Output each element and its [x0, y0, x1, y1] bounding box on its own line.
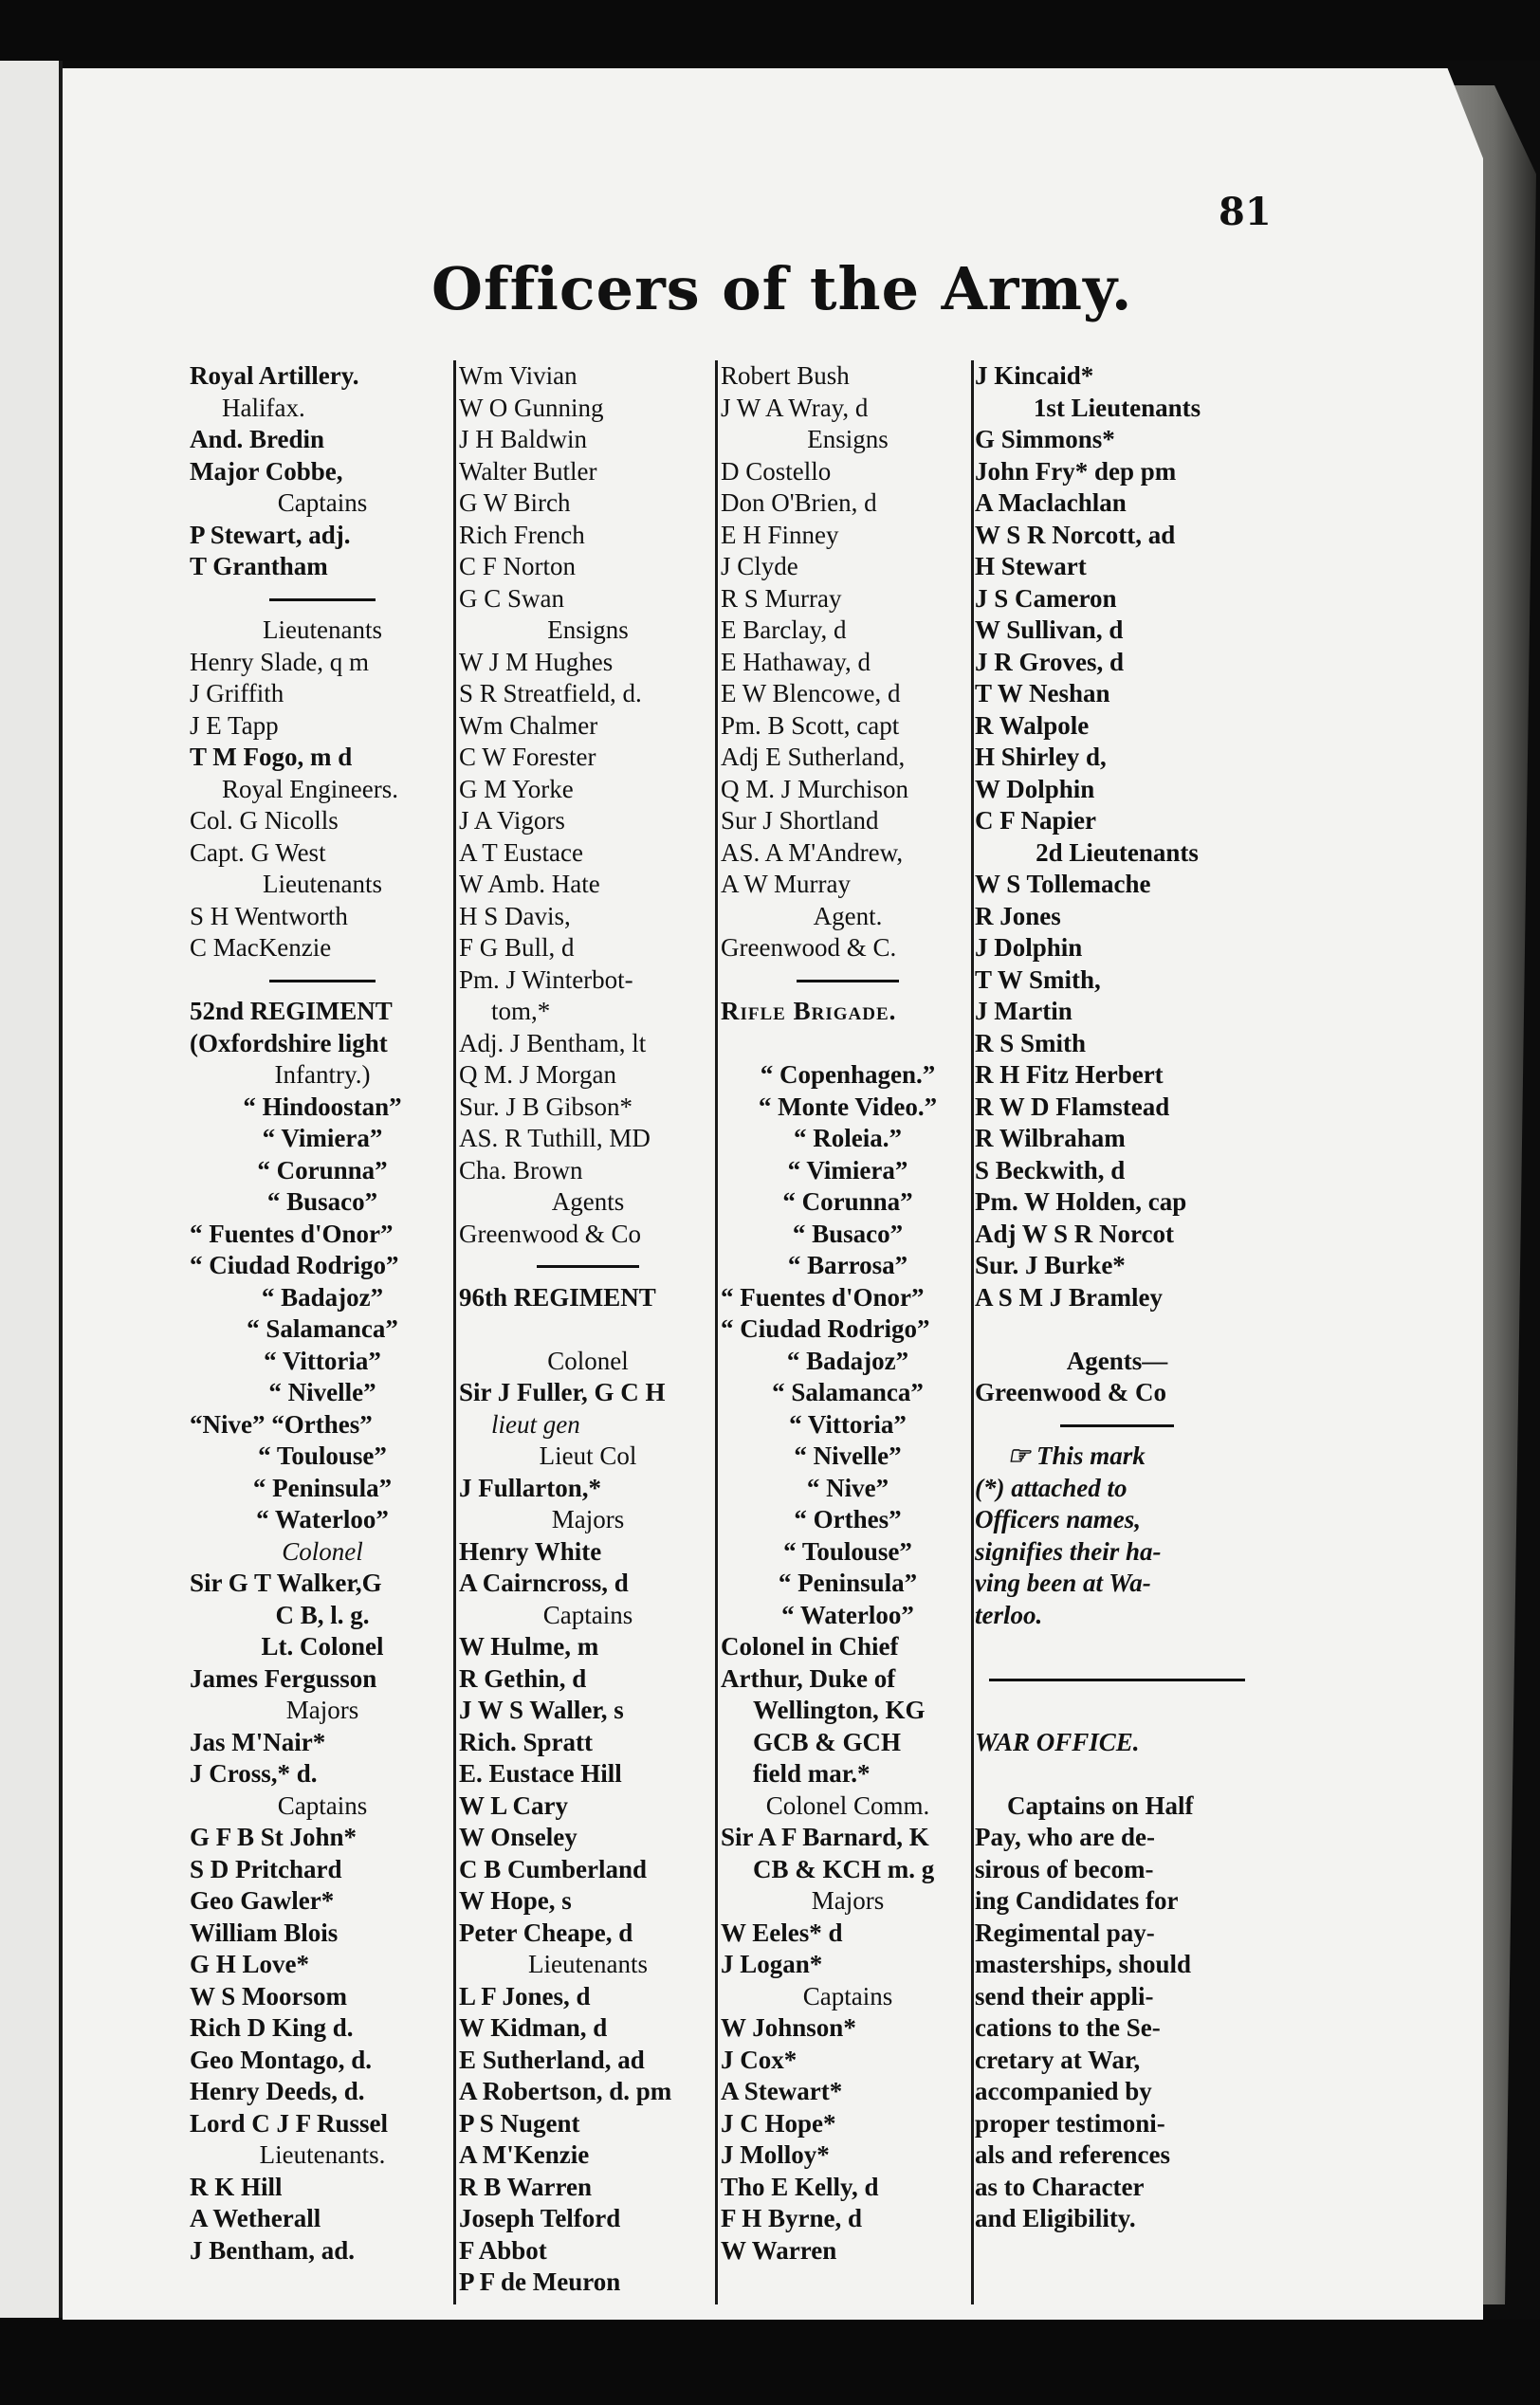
column-line: “ Barrosa” — [787, 1251, 908, 1279]
column-line: T W Neshan — [975, 679, 1110, 707]
column-line: als and references — [975, 2140, 1170, 2169]
column-line: R K Hill — [190, 2172, 283, 2201]
column-line: A W Murray — [721, 870, 851, 898]
column-line: 96th REGIMENT — [459, 1282, 656, 1312]
column-line: W Dolphin — [975, 774, 1095, 803]
column-line: C B Cumberland — [459, 1854, 648, 1883]
column-line: Majors — [285, 1696, 359, 1724]
column-line: J Kincaid* — [975, 361, 1094, 390]
column-line: A S M J Bramley — [975, 1282, 1163, 1312]
column-line: “ Toulouse” — [258, 1441, 387, 1470]
column-line: J Bentham, ad. — [190, 2235, 356, 2265]
column-line: Henry Slade, q m — [190, 647, 369, 676]
column-line: Agents — [551, 1187, 625, 1216]
column-line: Lieut Col — [539, 1441, 637, 1470]
column-line: ☞ This mark — [1007, 1441, 1146, 1470]
column-line: Geo Gawler* — [190, 1886, 335, 1915]
column-line: T W Smith, — [975, 964, 1101, 994]
column-line: Captains — [277, 1790, 368, 1820]
column-line: “ Copenhagen.” — [760, 1060, 936, 1089]
column-line: “ Hindoostan” — [243, 1092, 402, 1121]
column-line: G C Swan — [459, 583, 565, 613]
column-line: Lt. Colonel — [261, 1632, 384, 1661]
section-rule — [190, 583, 455, 615]
column-line: Wm Chalmer — [459, 710, 598, 740]
column-line: E W Blencowe, d — [721, 679, 901, 707]
column-line: Geo Montago, d. — [190, 2045, 372, 2074]
column-line: Sur J Shortland — [721, 806, 879, 835]
column-line: Lieutenants — [528, 1950, 648, 1978]
column-line: Wellington, KG — [753, 1696, 926, 1724]
column-line: Colonel Comm. — [765, 1790, 930, 1820]
column-line: Arthur, Duke of — [721, 1663, 896, 1693]
column-line: “ Corunna” — [782, 1187, 913, 1216]
column-line: Colonel — [282, 1536, 363, 1566]
column-line: Majors — [551, 1505, 625, 1533]
column-line: C F Napier — [975, 806, 1096, 835]
column-line: “ Nivelle” — [794, 1441, 902, 1470]
column-line: A Stewart* — [721, 2077, 843, 2105]
column-line: Pm. B Scott, capt — [721, 710, 900, 740]
column-line: Agents— — [1066, 1346, 1168, 1375]
column-line: tom,* — [491, 997, 551, 1025]
column-line: “ Fuentes d'Onor” — [721, 1282, 925, 1312]
column-line: CB & KCH m. g — [753, 1854, 935, 1883]
column-line: Don O'Brien, d — [721, 488, 877, 517]
column-line: “ Orthes” — [794, 1505, 902, 1533]
column-line: “ Corunna” — [257, 1155, 388, 1184]
column-line: E H Finney — [721, 520, 839, 549]
column-line: Pm. J Winterbot- — [459, 964, 633, 994]
column-line: W S Moorsom — [190, 1981, 347, 2010]
column-line: Jas M'Nair* — [190, 1727, 326, 1756]
column-line: William Blois — [190, 1918, 339, 1947]
column-line: “Nive” “Orthes” — [190, 1409, 373, 1439]
column-line: W Amb. Hate — [459, 870, 600, 898]
section-rule — [721, 964, 975, 997]
column-line: Ensigns — [547, 615, 629, 644]
column-line: W Onseley — [459, 1823, 578, 1851]
column-line: Pm. W Holden, cap — [975, 1187, 1187, 1216]
column-line: A Cairncross, d — [459, 1569, 629, 1597]
column-line: C W Forester — [459, 743, 596, 771]
column-line: Colonel — [547, 1346, 629, 1375]
column-line: Ensigns — [807, 425, 889, 453]
column-line: G H Love* — [190, 1950, 309, 1978]
column-line: J Molloy* — [721, 2140, 830, 2169]
column-line: “ Badajoz” — [261, 1282, 384, 1312]
column-line: proper testimoni- — [975, 2108, 1165, 2138]
column-line: “ Salamanca” — [247, 1314, 398, 1343]
column-line: W Sullivan, d — [975, 615, 1124, 644]
page-number: 81 — [1219, 190, 1272, 234]
column-line: “ Ciudad Rodrigo” — [190, 1251, 399, 1279]
column-line: GCB & GCH — [753, 1727, 902, 1756]
column-line: W O Gunning — [459, 393, 604, 422]
column-line: H Stewart — [975, 552, 1087, 580]
column-line: J S Cameron — [975, 583, 1117, 613]
column-line: C F Norton — [459, 552, 577, 580]
column-line: S Beckwith, d — [975, 1155, 1126, 1184]
column-line: Capt. G West — [190, 837, 326, 867]
column-line: C B, l. g. — [275, 1600, 370, 1629]
column-line: Captains on Half — [1007, 1790, 1194, 1820]
column-line: “ Toulouse” — [783, 1536, 912, 1566]
column-line: S R Streatfield, d. — [459, 679, 642, 707]
column-line: send their appli- — [975, 1981, 1154, 2010]
column-line: signifies their ha- — [975, 1536, 1162, 1566]
column-line: R Jones — [975, 901, 1061, 930]
column-line: P F de Meuron — [459, 2267, 621, 2296]
column-line: WAR OFFICE. — [975, 1727, 1140, 1756]
column-line: G F B St John* — [190, 1823, 358, 1851]
column-line: T M Fogo, m d — [190, 743, 353, 771]
column-line: Henry White — [459, 1536, 602, 1566]
column-line: Rich French — [459, 520, 585, 549]
column-line: F Abbot — [459, 2235, 547, 2265]
column-line: “ Ciudad Rodrigo” — [721, 1314, 930, 1343]
column-line: Lord C J F Russel — [190, 2108, 389, 2138]
column-line: accompanied by — [975, 2077, 1152, 2105]
column-line: Sur. J Burke* — [975, 1251, 1126, 1279]
column-line: Royal Engineers. — [222, 774, 398, 803]
column-line: Q M. J Morgan — [459, 1060, 617, 1089]
column-line: J Cox* — [721, 2045, 798, 2074]
column-3 — [721, 360, 975, 2267]
column-line: A Maclachlan — [975, 488, 1127, 517]
column-line: L F Jones, d — [459, 1981, 591, 2010]
column-line: R S Smith — [975, 1028, 1087, 1057]
column-line: “ Salamanca” — [772, 1378, 924, 1406]
column-line: Greenwood & Co — [459, 1219, 641, 1248]
column-line: “ Waterloo” — [781, 1600, 914, 1629]
column-line: J Logan* — [721, 1950, 823, 1978]
column-line: “ Nive” — [806, 1473, 889, 1502]
column-line: Greenwood & C. — [721, 933, 897, 962]
column-line: Adj E Sutherland, — [721, 743, 906, 771]
column-line: Captains — [542, 1600, 633, 1629]
column-line: Adj W S R Norcot — [975, 1219, 1175, 1248]
scan-border-top — [0, 0, 1540, 61]
column-line: as to Character — [975, 2172, 1145, 2201]
column-line: S D Pritchard — [190, 1854, 342, 1883]
column-line: Halifax. — [222, 393, 305, 422]
column-line: Greenwood & Co — [975, 1378, 1166, 1406]
column-line: Infantry.) — [274, 1060, 371, 1089]
column-line: A Wetherall — [190, 2204, 321, 2232]
column-line: Major Cobbe, — [190, 456, 343, 486]
column-line: Captains — [277, 488, 368, 517]
column-line: J Dolphin — [975, 933, 1083, 962]
column-line: “ Nivelle” — [268, 1378, 376, 1406]
column-line: J Martin — [975, 997, 1072, 1025]
column-line: G M Yorke — [459, 774, 574, 803]
column-line: H Shirley d, — [975, 743, 1107, 771]
column-line: E Hathaway, d — [721, 647, 871, 676]
column-line: J W A Wray, d — [721, 393, 869, 422]
column-line: R S Murray — [721, 583, 842, 613]
column-line: W S Tollemache — [975, 870, 1151, 898]
column-line — [721, 1028, 975, 1060]
column-line: Officers names, — [975, 1505, 1141, 1533]
column-line: James Fergusson — [190, 1663, 377, 1693]
column-line: R H Fitz Herbert — [975, 1060, 1164, 1089]
column-line: And. Bredin — [190, 425, 325, 453]
column-line: A T Eustace — [459, 837, 583, 867]
column-line: Robert Bush — [721, 361, 850, 390]
column-line: Rich D King d. — [190, 2013, 354, 2042]
column-line: A Robertson, d. pm — [459, 2077, 672, 2105]
column-line: E Barclay, d — [721, 615, 847, 644]
column-line: 52nd REGIMENT — [190, 997, 393, 1025]
column-line: Captains — [802, 1981, 893, 2010]
section-rule — [190, 964, 455, 997]
column-line: “ Vimiera” — [262, 1124, 383, 1152]
column-line: “ Busaco” — [266, 1187, 378, 1216]
column-line: field mar.* — [753, 1759, 871, 1788]
column-line: R Gethin, d — [459, 1663, 587, 1693]
column-line: R B Warren — [459, 2172, 593, 2201]
column-line: Lieutenants — [263, 615, 382, 644]
column-line: W Eeles* d — [721, 1918, 843, 1947]
column-line: R Walpole — [975, 710, 1090, 740]
column-2 — [459, 360, 717, 2299]
column-line: “ Vittoria” — [789, 1409, 907, 1439]
column-line: T Grantham — [190, 552, 328, 580]
column-line: “ Busaco” — [792, 1219, 904, 1248]
column-line: W Kidman, d — [459, 2013, 608, 2042]
column-line: Peter Cheape, d — [459, 1918, 633, 1947]
facing-page-edge — [0, 61, 63, 2318]
column-line: 1st Lieutenants — [1033, 393, 1201, 422]
column-line: E Sutherland, ad — [459, 2045, 645, 2074]
column-line: Wm Vivian — [459, 361, 578, 390]
column-line: W S R Norcott, ad — [975, 520, 1176, 549]
column-line: Q M. J Murchison — [721, 774, 909, 803]
column-line: P Stewart, adj. — [190, 520, 351, 549]
column-line: Lieutenants. — [259, 2140, 386, 2169]
column-line: “ Fuentes d'Onor” — [190, 1219, 394, 1248]
column-line: “ Monte Video.” — [758, 1092, 938, 1121]
column-line: Sur. J B Gibson* — [459, 1092, 633, 1121]
column-line: W Johnson* — [721, 2013, 856, 2042]
column-line: masterships, should — [975, 1950, 1192, 1978]
column-line: ving been at Wa- — [975, 1569, 1151, 1597]
column-line: F G Bull, d — [459, 933, 575, 962]
column-line — [975, 1695, 1259, 1727]
section-rule — [975, 1663, 1259, 1696]
column-line: Sir G T Walker,G — [190, 1569, 382, 1597]
column-line: Cha. Brown — [459, 1155, 583, 1184]
column-line: Rich. Spratt — [459, 1727, 593, 1756]
column-line: Agent. — [813, 901, 883, 930]
column-line: cations to the Se- — [975, 2013, 1161, 2042]
column-line: D Costello — [721, 456, 832, 486]
column-line: sirous of becom- — [975, 1854, 1154, 1883]
scan-border-bottom — [0, 2320, 1540, 2405]
column-line: (*) attached to — [975, 1473, 1128, 1502]
column-line: “ Waterloo” — [256, 1505, 389, 1533]
column-line: H S Davis, — [459, 901, 571, 930]
page-title: Officers of the Army. — [431, 254, 1133, 323]
column-line: G W Birch — [459, 488, 571, 517]
column-line: G Simmons* — [975, 425, 1115, 453]
column-line: AS. R Tuthill, MD — [459, 1124, 651, 1152]
column-line: W J M Hughes — [459, 647, 614, 676]
column-line: W Warren — [721, 2235, 837, 2265]
column-line: Col. G Nicolls — [190, 806, 339, 835]
column-line: Sir J Fuller, G C H — [459, 1378, 666, 1406]
column-line: J Fullarton,* — [459, 1473, 602, 1502]
column-line: Rifle Brigade. — [721, 997, 897, 1025]
column-line: Tho E Kelly, d — [721, 2172, 879, 2201]
column-4 — [975, 360, 1259, 2235]
column-line: R Wilbraham — [975, 1124, 1126, 1152]
column-line: A M'Kenzie — [459, 2140, 590, 2169]
column-line: C MacKenzie — [190, 933, 332, 962]
column-line: ing Candidates for — [975, 1886, 1179, 1915]
column-line: W Hope, s — [459, 1886, 572, 1915]
column-line: J Cross,* d. — [190, 1759, 318, 1788]
column-line: J W S Waller, s — [459, 1696, 624, 1724]
column-line: Pay, who are de- — [975, 1823, 1155, 1851]
column-line: E. Eustace Hill — [459, 1759, 622, 1788]
column-line: “ Badajoz” — [786, 1346, 909, 1375]
column-line: J C Hope* — [721, 2108, 836, 2138]
column-line: “ Vimiera” — [787, 1155, 908, 1184]
column-line: S H Wentworth — [190, 901, 348, 930]
column-line: J A Vigors — [459, 806, 565, 835]
column-line: John Fry* dep pm — [975, 456, 1177, 486]
column-line: Lieutenants — [263, 870, 382, 898]
column-line — [975, 1758, 1259, 1790]
column-line: “ Vittoria” — [264, 1346, 381, 1375]
column-line: Adj. J Bentham, lt — [459, 1028, 647, 1057]
column-line: cretary at War, — [975, 2045, 1141, 2074]
column-line: “ Peninsula” — [778, 1569, 918, 1597]
column-line: terloo. — [975, 1600, 1043, 1629]
column-line: Sir A F Barnard, K — [721, 1823, 929, 1851]
column-line: J H Baldwin — [459, 425, 587, 453]
column-line: Walter Butler — [459, 456, 597, 486]
column-line: Majors — [811, 1886, 885, 1915]
column-line: W Hulme, m — [459, 1632, 599, 1661]
column-line: J E Tapp — [190, 710, 279, 740]
column-line — [975, 1631, 1259, 1663]
column-line: J Clyde — [721, 552, 798, 580]
column-line: “ Peninsula” — [252, 1473, 393, 1502]
section-rule — [459, 1250, 717, 1282]
column-line: AS. A M'Andrew, — [721, 837, 904, 867]
column-line — [459, 1313, 717, 1346]
column-line: 2d Lieutenants — [1036, 837, 1199, 867]
column-1 — [190, 360, 455, 2267]
column-line: W L Cary — [459, 1790, 569, 1820]
column-line: Joseph Telford — [459, 2204, 621, 2232]
column-line: Regimental pay- — [975, 1918, 1155, 1947]
section-rule — [975, 1409, 1259, 1441]
column-line: (Oxfordshire light — [190, 1028, 388, 1057]
column-line: R W D Flamstead — [975, 1092, 1170, 1121]
column-line: lieut gen — [491, 1409, 580, 1439]
column-line: and Eligibility. — [975, 2204, 1136, 2232]
column-line: “ Roleia.” — [794, 1124, 902, 1152]
column-line: F H Byrne, d — [721, 2204, 863, 2232]
column-line — [975, 1313, 1259, 1346]
column-line: Henry Deeds, d. — [190, 2077, 365, 2105]
column-line: P S Nugent — [459, 2108, 580, 2138]
column-line: J R Groves, d — [975, 647, 1125, 676]
column-line: Colonel in Chief — [721, 1632, 899, 1661]
column-line: J Griffith — [190, 679, 284, 707]
column-line: Royal Artillery. — [190, 361, 359, 390]
